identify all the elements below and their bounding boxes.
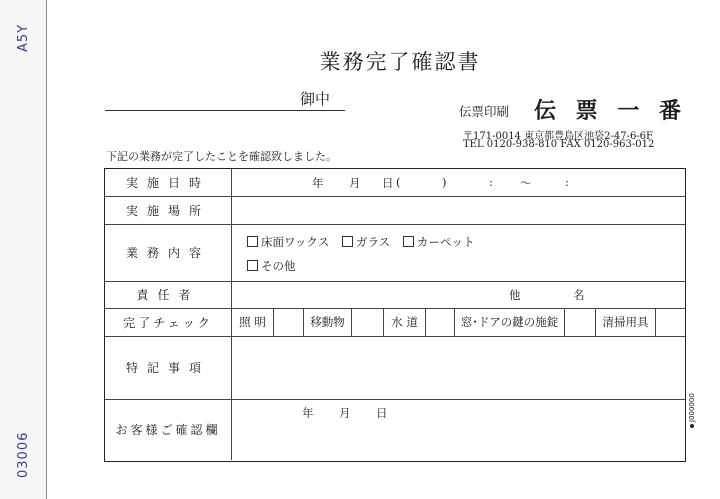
item-code: 03006 (16, 431, 31, 478)
check-tools: 清掃用具 (596, 308, 656, 336)
date-paren-open: ( (396, 175, 401, 189)
checkbox-icon (403, 236, 414, 247)
company-address: 〒171-0014 東京都豊島区池袋2-47-6-6F (463, 131, 653, 142)
date-tilde: ～ (520, 176, 532, 190)
row-checklist (105, 308, 685, 337)
person-count-suffix: 名 (573, 288, 585, 302)
intro-text: 下記の業務が完了したことを確認致しました。 (106, 150, 337, 163)
option-other[interactable] (247, 258, 296, 274)
check-tools-box[interactable] (656, 308, 686, 336)
check-locks: 窓･ドアの鍵の施錠 (455, 308, 565, 336)
checkbox-icon (247, 260, 258, 271)
row-place (105, 196, 685, 225)
side-strip (0, 0, 47, 499)
check-water: 水 道 (384, 308, 426, 336)
recipient-line[interactable] (105, 110, 345, 111)
check-locks-box[interactable] (565, 308, 596, 336)
customer-field[interactable] (232, 399, 685, 460)
person-field[interactable] (232, 281, 685, 308)
print-mark (688, 393, 696, 428)
label-place: 実施場所 (105, 196, 232, 224)
row-date (105, 169, 685, 197)
customer-day: 日 (376, 406, 388, 420)
checkbox-icon (247, 236, 258, 247)
option-floor-wax[interactable] (247, 234, 329, 250)
company-name: 伝 票 一 番 (534, 98, 687, 124)
date-paren-close: ) (442, 175, 447, 189)
label-customer: お客様ご確認欄 (105, 399, 232, 460)
option-carpet[interactable] (403, 234, 475, 250)
company-prefix: 伝票印刷 (459, 104, 510, 119)
date-year: 年 (312, 176, 324, 190)
label-checklist: 完了チェック (105, 308, 232, 336)
label-person: 責任者 (105, 281, 232, 308)
date-month: 月 (349, 176, 361, 190)
date-day: 日 (382, 176, 394, 190)
content-options (232, 224, 685, 281)
check-movables: 移動物 (304, 308, 352, 336)
checklist-cells (232, 308, 685, 336)
option-label: ガラス (356, 235, 391, 249)
row-person (105, 281, 685, 309)
option-label: 床面ワックス (261, 235, 330, 249)
date-colon-start: : (489, 175, 493, 189)
print-mark-code: J000000 (688, 393, 696, 422)
confirmation-form (104, 168, 686, 462)
date-field[interactable] (232, 169, 685, 196)
place-field[interactable] (232, 196, 685, 224)
row-customer (105, 399, 685, 460)
company-phone: TEL 0120-938-810 FAX 0120-963-012 (463, 139, 655, 150)
row-notes (105, 336, 685, 400)
checkbox-icon (342, 236, 353, 247)
label-notes: 特記事項 (105, 336, 232, 399)
notes-field[interactable] (232, 336, 685, 399)
check-lighting-box[interactable] (274, 308, 304, 336)
option-label: その他 (261, 259, 296, 273)
person-others: 他 (509, 288, 521, 302)
option-glass[interactable] (342, 234, 390, 250)
label-date: 実施日時 (105, 169, 232, 196)
size-code: A5Y (16, 23, 31, 52)
dot-icon (690, 424, 694, 428)
customer-year: 年 (302, 406, 314, 420)
document-title: 業務完了確認書 (319, 50, 481, 74)
recipient-honorific: 御中 (300, 90, 331, 108)
check-water-box[interactable] (426, 308, 455, 336)
row-content (105, 224, 685, 282)
customer-month: 月 (339, 406, 351, 420)
check-lighting: 照 明 (232, 308, 274, 336)
check-movables-box[interactable] (352, 308, 384, 336)
label-content: 業務内容 (105, 224, 232, 281)
option-label: カーペット (417, 235, 475, 249)
date-colon-end: : (565, 175, 569, 189)
